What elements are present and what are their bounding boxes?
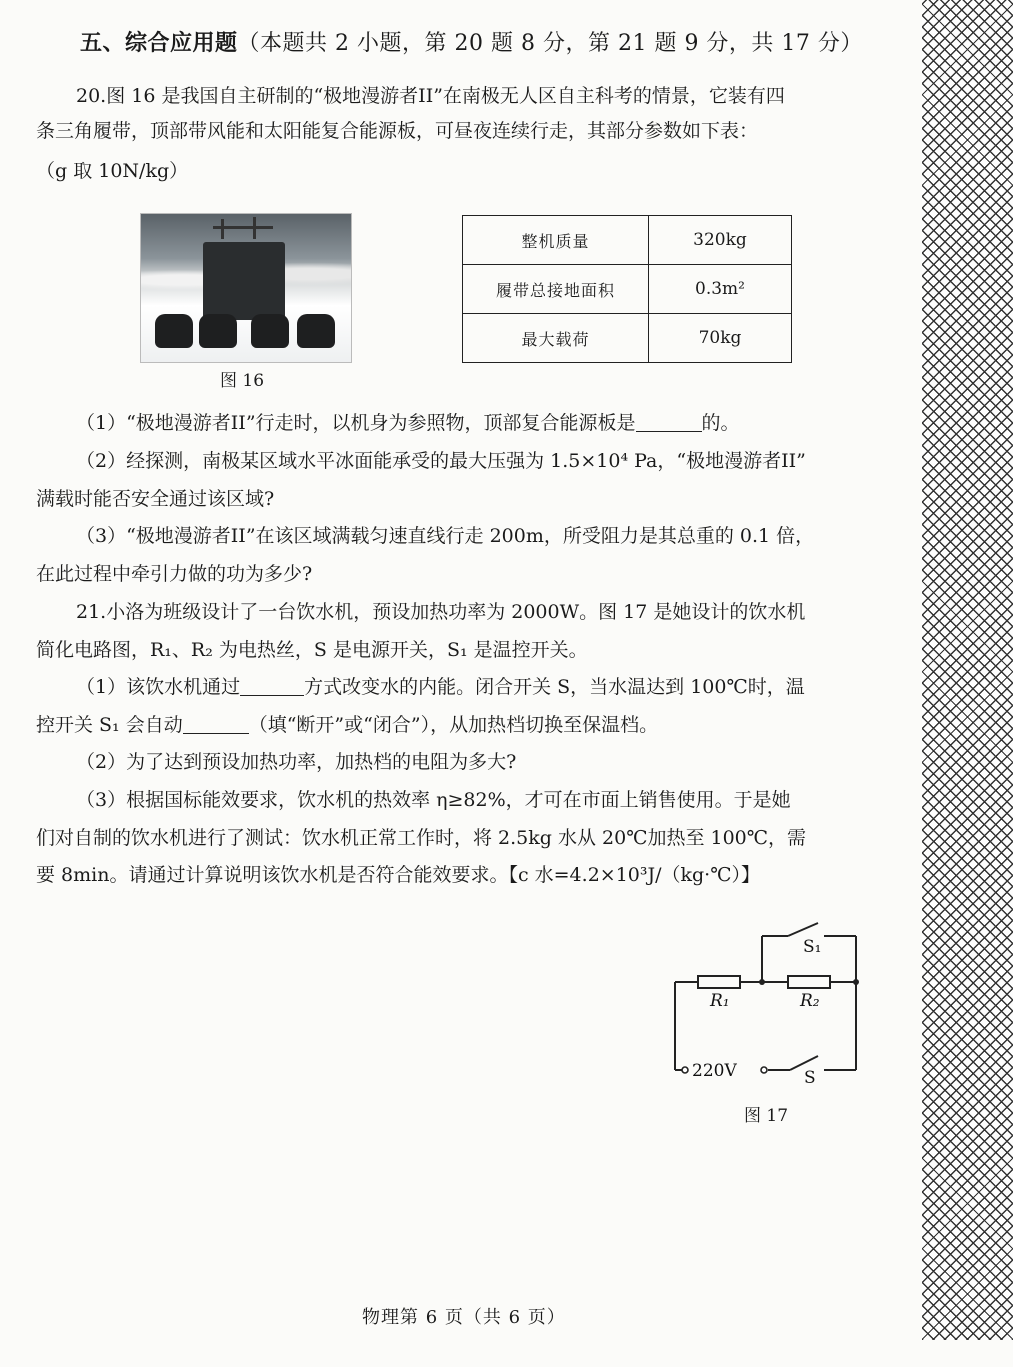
label-s1: S₁ — [803, 937, 822, 957]
q21-intro-line-2: 简化电路图，R₁、R₂ 为电热丝，S 是电源开关，S₁ 是温控开关。 — [36, 639, 588, 661]
resistor-r2-symbol — [788, 976, 830, 988]
q20-part-2-line-2: 满载时能否安全通过该区域? — [36, 488, 275, 510]
q21-part-1-text-a: （1）该饮水机通过 — [76, 676, 241, 698]
q21-part-3-line-1: （3）根据国标能效要求，饮水机的热效率 η≥82%，才可在市面上销售使用。于是她 — [76, 789, 791, 811]
table-cell-value: 0.3m² — [649, 265, 792, 314]
table-row — [463, 216, 792, 265]
polar-rover-photo — [140, 213, 352, 363]
figure-16-caption: 图 16 — [220, 371, 265, 391]
q20-part-1 — [76, 410, 740, 436]
table-row — [463, 265, 792, 314]
q20-part-3-line-1: （3）“极地漫游者II”在该区域满载匀速直线行走 200m，所受阻力是其总重的 0.1 倍， — [76, 525, 815, 547]
label-r1: R₁ — [710, 991, 730, 1011]
q20-intro-line-2: 条三角履带，顶部带风能和太阳能复合能源板，可昼夜连续行走，其部分参数如下表： — [36, 120, 759, 142]
figure-17-caption: 图 17 — [744, 1106, 789, 1126]
table-cell-key: 履带总接地面积 — [463, 265, 649, 314]
q21-part-1-text-b: 方式改变水的内能。闭合开关 S，当水温达到 100℃时，温 — [304, 676, 805, 698]
answer-blank[interactable] — [636, 411, 702, 432]
q21-intro-line-1: 21.小洛为班级设计了一台饮水机，预设加热功率为 2000W。图 17 是她设计的饮水机 — [76, 601, 806, 623]
q20-intro-line-3: （g 取 10N/kg） — [36, 160, 189, 182]
switch-s1-blade — [788, 923, 818, 936]
q21-part-1-text-d: （填“断开”或“闭合”），从加热档切换至保温档。 — [248, 714, 659, 736]
label-r2: R₂ — [800, 991, 820, 1011]
table-cell-value: 70kg — [649, 314, 792, 363]
junction-dot — [853, 979, 859, 985]
label-voltage: 220V — [692, 1061, 737, 1081]
page-edge-hatching — [922, 0, 1013, 1340]
q20-part-2-line-1: （2）经探测，南极某区域水平冰面能承受的最大压强为 1.5×10⁴ Pa，“极地漫游者II” — [76, 450, 806, 472]
label-s: S — [804, 1068, 816, 1088]
rover-parameter-table — [462, 215, 792, 363]
answer-blank[interactable] — [240, 675, 304, 696]
q20-part-3-line-2: 在此过程中牵引力做的功为多少? — [36, 563, 313, 585]
q21-part-1-line-2 — [36, 712, 658, 738]
page-footer: 物理第 6 页（共 6 页） — [362, 1307, 566, 1328]
section-title-main: 五、综合应用题 — [80, 31, 238, 56]
terminal — [761, 1067, 767, 1073]
junction-dot — [759, 979, 765, 985]
q21-part-2: （2）为了达到预设加热功率，加热档的电阻为多大? — [76, 751, 517, 773]
table-cell-key: 整机质量 — [463, 216, 649, 265]
q21-part-3-line-2: 们对自制的饮水机进行了测试：饮水机正常工作时，将 2.5kg 水从 20℃加热至 100℃，需 — [36, 827, 807, 849]
q20-intro-line-1: 20.图 16 是我国自主研制的“极地漫游者II”在南极无人区自主科考的情景，它装有四 — [76, 85, 785, 107]
terminal — [682, 1067, 688, 1073]
resistor-r1-symbol — [698, 976, 740, 988]
table-cell-value: 320kg — [649, 216, 792, 265]
q20-part-1-text-b: 的。 — [701, 412, 740, 434]
q21-part-1-line-1 — [76, 674, 805, 700]
section-title-note: （本题共 2 小题，第 20 题 8 分，第 21 题 9 分，共 17 分） — [237, 31, 863, 56]
circuit-diagram — [660, 920, 880, 1090]
q21-part-3-line-3: 要 8min。请通过计算说明该饮水机是否符合能效要求。【c 水=4.2×10³J/（kg·℃）】 — [36, 864, 760, 886]
table-cell-key: 最大载荷 — [463, 314, 649, 363]
section-title — [80, 26, 863, 57]
q20-part-1-text-a: （1）“极地漫游者II”行走时，以机身为参照物，顶部复合能源板是 — [76, 412, 636, 434]
q21-part-1-text-c: 控开关 S₁ 会自动 — [36, 714, 183, 736]
answer-blank[interactable] — [183, 713, 249, 734]
table-row — [463, 314, 792, 363]
